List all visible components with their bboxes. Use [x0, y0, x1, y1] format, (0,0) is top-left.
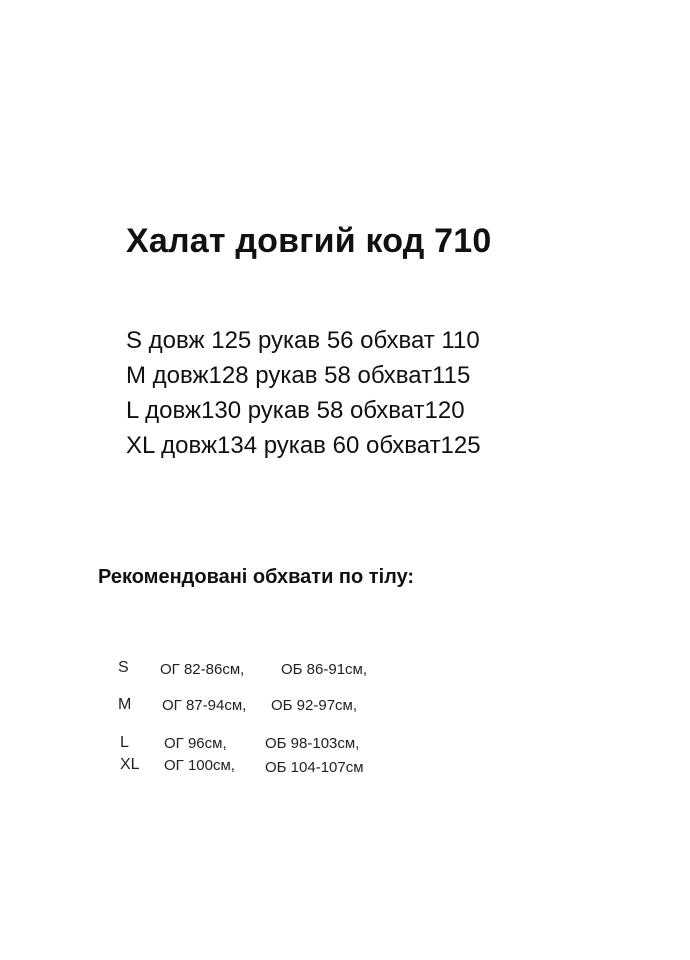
size-line-s: S довж 125 рукав 56 обхват 110 [126, 327, 480, 354]
size-line-l: L довж130 рукав 58 обхват120 [126, 397, 465, 424]
rec-size-m: M [118, 696, 132, 713]
rec-ob-l: ОБ 98-103см, [265, 735, 360, 752]
page-title: Халат довгий код 710 [126, 222, 492, 260]
rec-og-s: ОГ 82-86см, [160, 661, 245, 678]
rec-size-l: L [120, 734, 129, 751]
recommended-heading: Рекомендовані обхвати по тілу: [98, 566, 415, 588]
size-line-m: M довж128 рукав 58 обхват115 [126, 362, 471, 389]
rec-ob-m: ОБ 92-97см, [271, 697, 358, 714]
rec-ob-s: ОБ 86-91см, [281, 661, 368, 678]
rec-og-xl: ОГ 100см, [164, 757, 235, 774]
rec-og-l: ОГ 96см, [164, 735, 227, 752]
rec-ob-xl: ОБ 104-107см [265, 759, 364, 776]
rec-size-s: S [118, 659, 129, 676]
rec-size-xl: XL [120, 756, 140, 773]
size-line-xl: XL довж134 рукав 60 обхват125 [126, 432, 481, 459]
size-list [126, 323, 481, 463]
rec-og-m: ОГ 87-94см, [162, 697, 247, 714]
